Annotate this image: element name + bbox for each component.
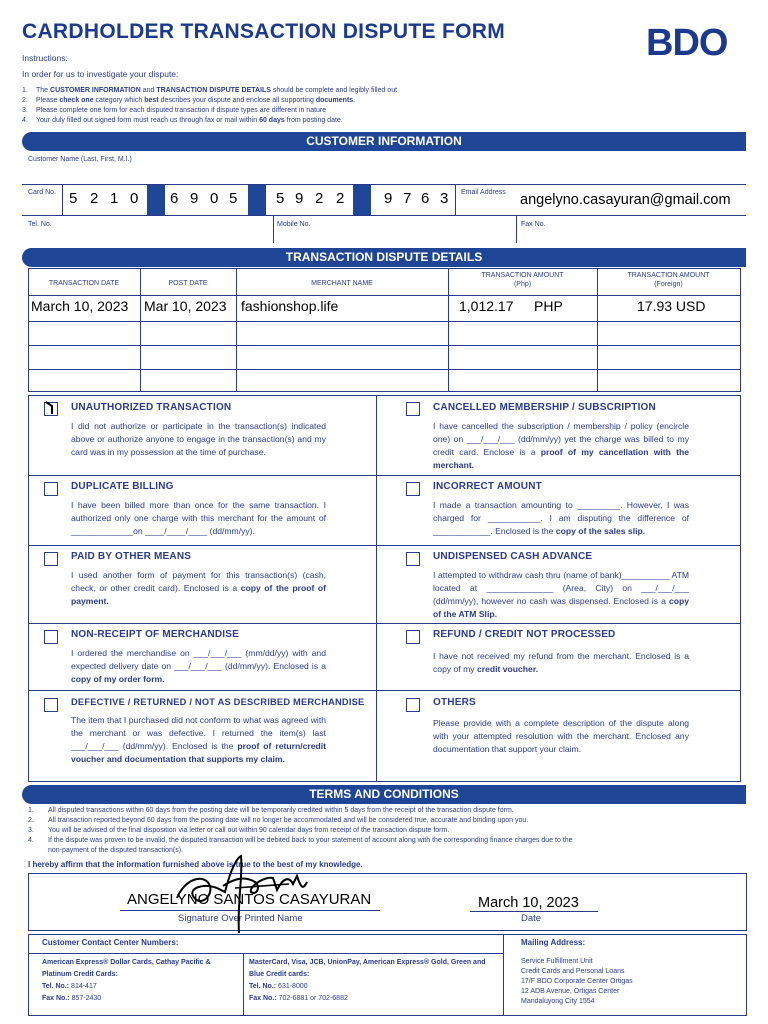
email-label: Email Address bbox=[461, 189, 506, 196]
card-digit[interactable]: 1 bbox=[110, 190, 119, 207]
form-title: CARDHOLDER TRANSACTION DISPUTE FORM bbox=[22, 20, 505, 43]
card-number-label: Card No. bbox=[28, 189, 57, 196]
signature-label: Signature Over Printed Name bbox=[178, 913, 303, 924]
duplicate-title: DUPLICATE BILLING bbox=[71, 481, 174, 492]
incorrect-title: INCORRECT AMOUNT bbox=[433, 481, 542, 492]
instructions-list bbox=[22, 86, 397, 126]
refund-title: REFUND / CREDIT NOT PROCESSED bbox=[433, 629, 616, 640]
instructions-intro: In order for us to investigate your dispute: bbox=[22, 69, 179, 79]
contact-col-1: American Express® Dollar Cards, Cathay Pacific & Platinum Credit Cards: Tel. No.: 814-417 Fax No.: 857-2430 bbox=[42, 959, 211, 1002]
col-header-tx-date: TRANSACTION DATE bbox=[48, 280, 120, 287]
cancelled-body: I have cancelled the subscription / membership / policy (encircle one) on ___/___/___ (dd/mm/yy) yet the charge was billed to my credit card. Enclose is a proof of my cancellation with the merchant. bbox=[433, 421, 689, 470]
card-separator bbox=[248, 185, 266, 215]
mailing-heading: Mailing Address: bbox=[521, 938, 586, 947]
card-digit[interactable]: 7 bbox=[403, 190, 412, 207]
card-digit[interactable]: 9 bbox=[384, 190, 393, 207]
unauthorized-checkbox[interactable] bbox=[44, 402, 58, 416]
col-header-merchant: MERCHANT NAME bbox=[311, 280, 373, 287]
card-digit[interactable]: 6 bbox=[421, 190, 430, 207]
non-receipt-body: I ordered the merchandise on ___/___/___ (mm/dd/yy) with and expected delivery date on ___/___/___ (dd/mm/yy). Enclosed is a copy of my order form. bbox=[71, 648, 326, 684]
cancelled-checkbox[interactable] bbox=[406, 402, 420, 416]
non-receipt-title: NON-RECEIPT OF MERCHANDISE bbox=[71, 629, 239, 640]
card-digit[interactable]: 9 bbox=[295, 190, 304, 207]
refund-body: I have not received my refund from the merchant. Enclosed is a copy of my credit voucher. bbox=[433, 651, 689, 674]
bdo-logo: BDO bbox=[646, 22, 728, 64]
undispensed-title: UNDISPENSED CASH ADVANCE bbox=[433, 551, 593, 562]
affirmation-text: I hereby affirm that the information furnished above is true to the best of my knowledge. bbox=[28, 860, 363, 869]
duplicate-checkbox[interactable] bbox=[44, 482, 58, 496]
instruction-item: 4. Your duly filled out signed form must reach us through fax or mail within 60 days from posting date. bbox=[22, 117, 343, 124]
amount-foreign-cell[interactable]: 17.93 USD bbox=[637, 298, 706, 314]
defective-checkbox[interactable] bbox=[44, 698, 58, 712]
card-digit[interactable]: 5 bbox=[276, 190, 285, 207]
check-mark-icon bbox=[43, 400, 57, 414]
card-digit[interactable]: 2 bbox=[90, 190, 99, 207]
card-digit[interactable]: 5 bbox=[229, 190, 238, 207]
card-digit[interactable]: 0 bbox=[130, 190, 139, 207]
col-header-amount-php: TRANSACTION AMOUNT (Php) bbox=[481, 272, 564, 288]
post-date-cell[interactable]: Mar 10, 2023 bbox=[144, 298, 227, 314]
amount-php-cell[interactable]: 1,012.17 bbox=[459, 298, 514, 314]
signature-date[interactable]: March 10, 2023 bbox=[478, 895, 579, 911]
others-title: OTHERS bbox=[433, 697, 476, 708]
incorrect-checkbox[interactable] bbox=[406, 482, 420, 496]
instruction-item: 1. The CUSTOMER INFORMATION and TRANSACTION DISPUTE DETAILS should be complete and legibly filled out bbox=[22, 87, 398, 94]
dispute-details-band: TRANSACTION DISPUTE DETAILS bbox=[22, 248, 746, 267]
term-item: 3. You will be advised of the final disposition via letter or call out within 90 calendar days from receipt of the transaction dispute form. bbox=[28, 827, 450, 834]
currency-cell[interactable]: PHP bbox=[534, 298, 563, 314]
card-digit[interactable]: 0 bbox=[210, 190, 219, 207]
tel-label: Tel. No. bbox=[28, 221, 52, 228]
card-separator bbox=[353, 185, 371, 215]
card-separator bbox=[147, 185, 165, 215]
card-digit[interactable]: 6 bbox=[170, 190, 179, 207]
term-item: non-payment of the disputed transaction(s). bbox=[48, 847, 184, 854]
cancelled-title: CANCELLED MEMBERSHIP / SUBSCRIPTION bbox=[433, 402, 656, 413]
duplicate-body: I have been billed more than once for the same transaction. I authorized only one charge with this merchant for the amount of _____________on ____/____/____ (dd/mm/yy). bbox=[71, 500, 326, 536]
unauthorized-title: UNAUTHORIZED TRANSACTION bbox=[71, 402, 232, 413]
instruction-item: 2. Please check one category which best describes your dispute and enclose all supporting documents. bbox=[22, 97, 356, 104]
fax-label: Fax No. bbox=[521, 221, 546, 228]
card-digit[interactable]: 5 bbox=[69, 190, 78, 207]
handwritten-signature-icon bbox=[165, 848, 315, 938]
undispensed-checkbox[interactable] bbox=[406, 552, 420, 566]
card-digit[interactable]: 3 bbox=[440, 190, 449, 207]
date-label: Date bbox=[521, 913, 542, 924]
contact-col-2: MasterCard, Visa, JCB, UnionPay, American Express® Gold, Green and Blue Credit cards: Tel. No.: 631-8000 Fax No.: 702-6881 or 702-6882 bbox=[249, 959, 486, 1002]
card-digit[interactable]: 9 bbox=[190, 190, 199, 207]
non-receipt-checkbox[interactable] bbox=[44, 630, 58, 644]
other-means-title: PAID BY OTHER MEANS bbox=[71, 551, 192, 562]
term-item: 1. All disputed transactions within 60 days from the posting date will be temporarily credited within 5 days from the receipt of the transaction dispute form. bbox=[28, 807, 514, 814]
other-means-body: I used another form of payment for this transaction(s) (cash, check, or other credit card). Enclosed is a copy of the proof of payment. bbox=[71, 570, 326, 606]
other-means-checkbox[interactable] bbox=[44, 552, 58, 566]
terms-band: TERMS AND CONDITIONS bbox=[22, 785, 746, 804]
card-digit[interactable]: 2 bbox=[315, 190, 324, 207]
customer-name-label: Customer Name (Last, First, M.I.) bbox=[28, 156, 132, 163]
tx-date-cell[interactable]: March 10, 2023 bbox=[31, 298, 129, 314]
incorrect-body: I made a transaction amounting to _________. However, I was charged for ___________. I am disputing the difference of ____________. Enclosed is the copy of the sales slip. bbox=[433, 500, 689, 536]
col-header-amount-foreign: TRANSACTION AMOUNT (Foreign) bbox=[627, 272, 710, 288]
instruction-item: 3. Please complete one form for each disputed transaction if dispute types are different in nature bbox=[22, 107, 327, 114]
mailing-address: Service Fulfillment Unit Credit Cards and Personal Loans 17/F BDO Corporate Center Ortigas 12 ADB Avenue, Ortigas Center Mandaluyong City 1554 bbox=[521, 958, 633, 1005]
others-body: Please provide with a complete description of the dispute along with your attempted resolution with the merchant. Enclosed any documentation that support your claim. bbox=[433, 718, 689, 754]
email-field[interactable]: angelyno.casayuran@gmail.com bbox=[520, 192, 731, 208]
unauthorized-body: I did not authorize or participate in the transaction(s) indicated above or authorize anyone to engage in the transaction(s) and my card was in my possession at the time of purchase. bbox=[71, 421, 326, 457]
col-header-post-date: POST DATE bbox=[168, 280, 208, 287]
mobile-label: Mobile No. bbox=[277, 221, 311, 228]
merchant-cell[interactable]: fashionshop.life bbox=[241, 298, 339, 314]
undispensed-body: I attempted to withdraw cash thru (name of bank)__________ ATM located at ______________ (Area, City) on ___/___/___ (dd/mm/yy), however no cash was dispensed. Enclosed is a copy of the ATM Slip. bbox=[433, 570, 689, 619]
refund-checkbox[interactable] bbox=[406, 630, 420, 644]
defective-title: DEFECTIVE / RETURNED / NOT AS DESCRIBED MERCHANDISE bbox=[71, 697, 365, 707]
defective-body: The item that I purchased did not conform to what was agreed with the merchant or was defective. I returned the item(s) last ___/___/___ (dd/mm/yy). Enclosed is the proof of return/credit voucher and documentation that supports my claim. bbox=[71, 715, 326, 764]
card-digit[interactable]: 2 bbox=[336, 190, 345, 207]
term-item: 2. All transaction reported beyond 60 days from the posting date will no longer be accommodated and will be considered true, accurate and binding upon you. bbox=[28, 817, 529, 824]
term-item: 4. If the dispute was proven to be invalid, the disputed transaction will be debited back to your statement of account along with the corresponding finance charges due to the bbox=[28, 837, 573, 844]
customer-info-band: CUSTOMER INFORMATION bbox=[22, 132, 746, 151]
others-checkbox[interactable] bbox=[406, 698, 420, 712]
contact-heading: Customer Contact Center Numbers: bbox=[42, 938, 179, 947]
printed-name[interactable]: ANGELYNO SANTOS CASAYURAN bbox=[127, 891, 372, 908]
instructions-heading: Instructions: bbox=[22, 53, 68, 63]
